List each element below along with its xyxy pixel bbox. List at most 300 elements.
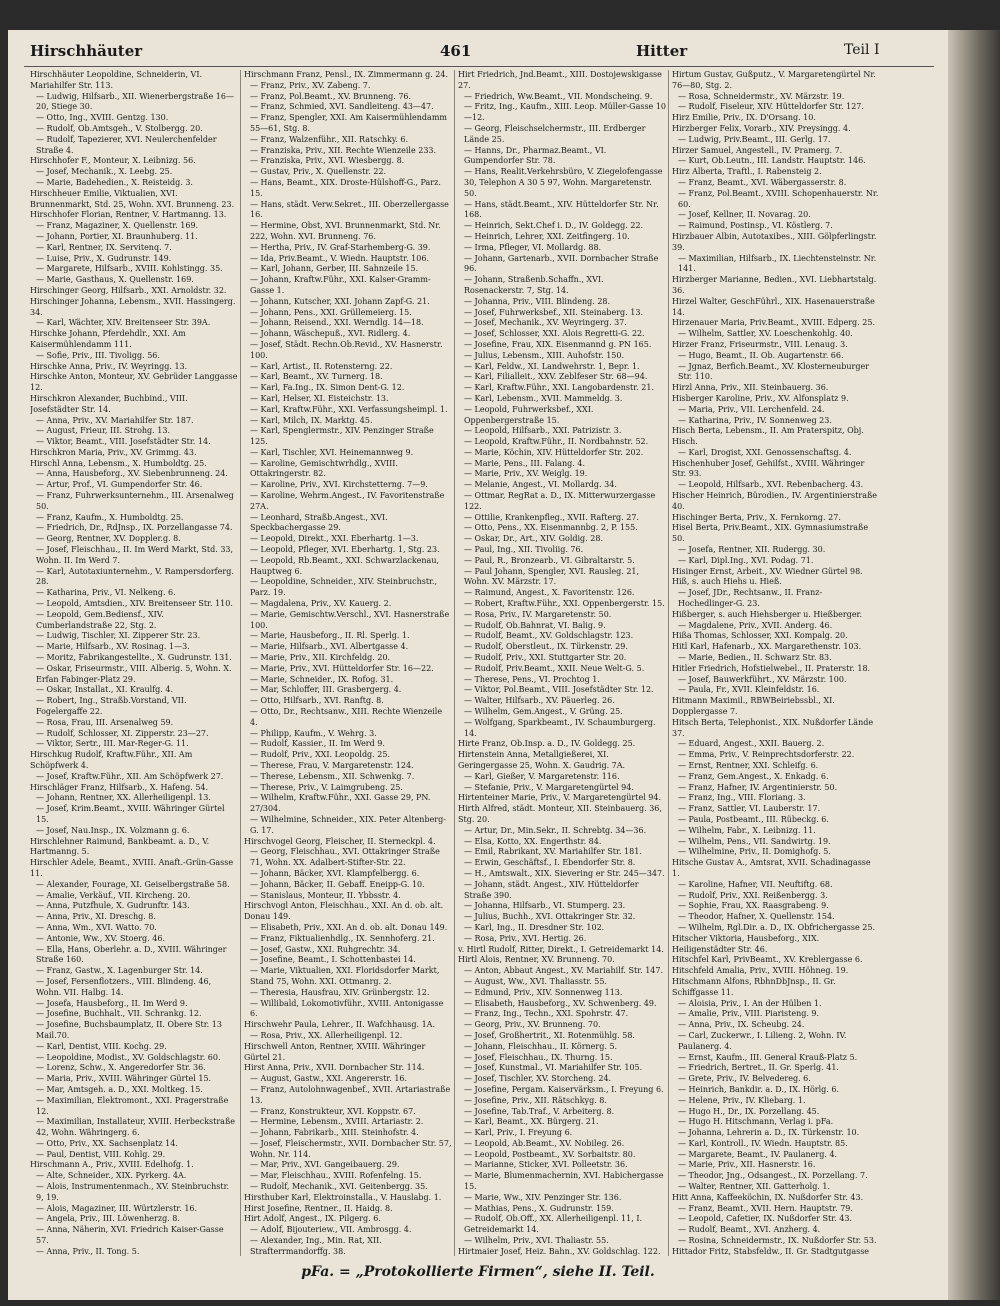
directory-entry: — Edmund, Priv., XIV. Sonnenweg 113. bbox=[464, 987, 623, 997]
directory-entry: Hirtenteiner Marie, Priv., V. Margaretengürtel 94. bbox=[458, 793, 662, 803]
directory-entry: — Johann, Bäcker, II. Gebaff. Eneipp-G. 10. bbox=[250, 879, 425, 889]
directory-entry: Hirzl Anna, Priv., XII. Steinbauerg. 36. bbox=[672, 383, 829, 393]
directory-entry: — Paul, R., Bronzearb., VI. Gibraltarstr. 5. bbox=[464, 555, 635, 565]
directory-entry: — Otto, Ing., XVIII. Gentzg. 130. bbox=[36, 113, 169, 123]
directory-entry: Hirschinger Johanna, Lebensm., XVII. Hassingerg. 34. bbox=[30, 296, 236, 317]
directory-entry: — Therese, Frau, V. Margaretenstr. 124. bbox=[250, 761, 414, 770]
directory-entry: — Artur, Prof., VI. Gumpendorfer Str. 46. bbox=[36, 480, 203, 490]
directory-entry: — Mar, Schloffer, III. Grasbergerg. 4. bbox=[250, 685, 402, 695]
directory-entry: — Marie, Bedien., II. Schwarz Str. 83. bbox=[678, 653, 832, 663]
directory-entry: — Maria, Priv., XVIII. Währinger Gürtel 15. bbox=[36, 1074, 212, 1084]
directory-entry: — Rosa, Priv., XX. Allerheiligenpl. 12. bbox=[250, 1030, 403, 1040]
directory-entry: Hirtmaier Josef, Heiz. Bahn., XV. Goldschlag. 122. bbox=[458, 1246, 661, 1256]
directory-entry: — Franz, Autolohnwagenbef., XVII. Artariastraße 13. bbox=[250, 1084, 451, 1105]
directory-entry: — Johann, Straßenb.Schaffn., XVI. Rosenackerstr. 7, Stg. 14. bbox=[464, 275, 604, 295]
directory-entry: — Josef, Fleischhau., IX. Thurng. 15. bbox=[464, 1052, 613, 1062]
directory-entry: — Marie, Pens., III. Falang. 4. bbox=[464, 458, 586, 468]
directory-entry: — Rudolf, Beamt., XV. Goldschlagstr. 123. bbox=[464, 631, 634, 641]
directory-entry: Hirtenstein Anna, Metallgießerei, XI. Geringergasse 25, Wohn. X. Gaudrig. 7A. bbox=[458, 750, 626, 770]
column-divider bbox=[240, 70, 241, 1256]
directory-entry: — Raimund, Postinsp., VI. Köstlerg. 7. bbox=[678, 221, 833, 231]
directory-entry: — Johann, Reisend., XXI. Werndlg. 14—18. bbox=[250, 318, 424, 328]
directory-entry: — Erwin, Geschäftsf., I. Ebendorfer Str. 8. bbox=[464, 858, 636, 868]
directory-entry: — Viktor, Sertr., III. Mar-Reger-G. 11. bbox=[36, 739, 189, 749]
directory-entry: — Wilhelm, Kraftw.Führ., XXI. Gasse 29, PN. 27/304. bbox=[250, 793, 431, 814]
directory-entry: — Walter, Rentner, XII. Gatterholg. 1. bbox=[678, 1182, 831, 1192]
directory-entry: — Anna, Näherin, XVI. Friedrich Kaiser-Gasse 57. bbox=[36, 1225, 224, 1246]
directory-entry: — Philipp, Kaufm., V. Wehrg. 3. bbox=[250, 728, 377, 738]
directory-entry: — Anton, Abbaut Angest., XV. Mariahilf. Str. 147. bbox=[464, 966, 664, 976]
directory-entry: — Karl, Helser, XI. Eisteichstr. 13. bbox=[250, 393, 389, 403]
directory-entry: — Josefine, Pergam. Kaiservärksm., I. Freyung 6. bbox=[464, 1084, 664, 1094]
directory-entry: Hirschheuer Emilie, Viktualien, XVI. Brunnenmarkt, Std. 25, Wohn. XVI. Brunneng. 23. bbox=[30, 188, 235, 209]
directory-entry: — Theodor, Jng., Odsangest., IX. Porzellang. 7. bbox=[678, 1171, 868, 1181]
directory-entry: — Oskar, Installat., XI. Kraulfg. 4. bbox=[36, 685, 174, 695]
directory-entry: — Josef, Kunstmal., VI. Mariahilfer Str. 105. bbox=[464, 1063, 643, 1073]
directory-entry: — Otto, Hilfsarb., XVI. Ranftg. 8. bbox=[250, 696, 384, 706]
directory-entry: — Therese, Priv., V. Laimgrubeng. 25. bbox=[250, 782, 403, 792]
directory-entry: — Franz, Schmied, XVI. Sandleiteng. 43—47. bbox=[250, 102, 434, 112]
directory-entry: — Franziska, Priv., XII. Rechte Wienzeile 233. bbox=[250, 145, 437, 155]
directory-entry: — Marie, Hilfsarb., XV. Rosinag. 1—3. bbox=[36, 642, 190, 652]
directory-entry: — Marie, Viktualien, XXI. Floridsdorfer Markt, Stand 75, Wohn. XXI. Ottmanrg. 2. bbox=[250, 966, 440, 986]
directory-entry: Hirzer Samuel, Angestell., IV. Pramerg. 7. bbox=[672, 145, 843, 155]
directory-entry: — Rudolf, Priv., XXI. Stuttgarter Str. 20. bbox=[464, 653, 627, 663]
directory-entry: Hitscher Viktoria, Hausbeforg., XIX. Heiligenstädter Str. 46. bbox=[672, 933, 820, 954]
directory-entry: — Wilhelm, Rgl.Dir. a. D., IX. Obfrichergasse 25. bbox=[678, 922, 875, 932]
directory-entry: — Lorenz, Schw., X. Angeredorfer Str. 36. bbox=[36, 1063, 206, 1073]
directory-entry: — Rudolf, Priv., XXI. Leopoldg. 25. bbox=[250, 750, 390, 760]
directory-entry: Hitmann Maximil., RBWBeiriebssbl., XI. Dopplergasse 7. bbox=[672, 696, 835, 717]
directory-entry: — Rudolf, Kassier., II. Im Werd 9. bbox=[250, 739, 385, 749]
directory-entry: — Anna, Hausbeforg., XV. Siebenbrunneng. 24. bbox=[36, 469, 228, 479]
directory-entry: — Franz, Magaziner, X. Quellenstr. 169. bbox=[36, 221, 199, 231]
directory-column-4 bbox=[672, 70, 880, 1256]
directory-entry: — Franz, Gastw., X. Lagenburger Str. 14. bbox=[36, 966, 203, 976]
directory-entry: — Josef, Krim.Beamt., XVIII. Währinger Gürtel 15. bbox=[36, 804, 225, 824]
directory-entry: — Rudolf, Beamt., XVI. Anzherg. 4. bbox=[678, 1225, 821, 1235]
directory-entry: Hitt Anna, Kaffeeköchin, IX. Nußdorfer Str. 43. bbox=[672, 1192, 864, 1202]
directory-entry: — Anna, Priv., XI. Dreschg. 8. bbox=[36, 912, 156, 922]
directory-entry: Hirschhofer F., Monteur, X. Leibnizg. 56. bbox=[30, 156, 196, 166]
directory-entry: — Rudolf, Mechanik., XVI. Geitenbergg. 35. bbox=[250, 1182, 428, 1192]
directory-entry: — Antonie, Ww., XV. Stoerg. 46. bbox=[36, 933, 165, 943]
directory-entry: — August, Frieur, III. Strohg. 13. bbox=[36, 426, 170, 436]
directory-entry: — Marie, Priv., XV. Weiglg. 19. bbox=[464, 469, 588, 479]
directory-entry: — Eduard, Angest., XXII. Bauerg. 2. bbox=[678, 739, 825, 749]
directory-entry: Hiß, s. auch Hiehs u. Hieß. bbox=[672, 577, 782, 587]
directory-entry: — Josefa, Rentner, XII. Rudergg. 30. bbox=[678, 545, 826, 555]
directory-entry: — Jgnaz, Berfich.Beamt., XV. Klosterneuburger Str. 110. bbox=[678, 361, 870, 382]
directory-entry: — Josef, Mechanik., XV. Weyringerg. 37. bbox=[464, 318, 627, 328]
directory-entry: — Rudolf, Schlosser, XI. Zipperstr. 23—27. bbox=[36, 728, 209, 738]
directory-entry: — Leopoldine, Modist., XV. Goldschlagstr. 60. bbox=[36, 1052, 221, 1062]
directory-entry: — Johanna, Lehrerin a. D., IX. Türkenstr. 10. bbox=[678, 1128, 860, 1138]
directory-entry: — Franz, Walzenführ., XII. Ratschky. 6. bbox=[250, 134, 408, 144]
directory-entry: — Johanna, Hilfsarb., VI. Stumperg. 23. bbox=[464, 901, 626, 911]
directory-entry: — Julius, Lebensm., XIII. Auhofstr. 150. bbox=[464, 350, 625, 360]
directory-entry: — Marie, Priv., XII. Hasnerstr. 16. bbox=[678, 1160, 816, 1170]
directory-entry: Hirschke Johann, Pferdehdlr., XXI. Am Kaisermühlendamm 111. bbox=[30, 329, 186, 349]
directory-entry: — Marie, Schneider., IX. Rofog. 31. bbox=[250, 674, 394, 684]
directory-entry: — Marianne, Sticker, XVI. Polleetstr. 36. bbox=[464, 1160, 628, 1170]
directory-entry: — Rudolf, Oberstleut., IX. Türkenstr. 29. bbox=[464, 642, 628, 652]
directory-entry: — Karl, Milch, IX. Marktg. 45. bbox=[250, 415, 373, 425]
directory-entry: — Viktor, Beamt., VIII. Josefstädter Str. 14. bbox=[36, 437, 211, 447]
directory-entry: — Johann, Wäschepuß., XVI. Ridlerg. 4. bbox=[250, 329, 411, 339]
directory-entry: — Alois, Magaziner, III. Würtzlerstr. 16. bbox=[36, 1203, 198, 1213]
directory-entry: — Leopold, Fuhrwerksbef., XXI. Oppenbergerstraße 15. bbox=[464, 404, 594, 425]
directory-entry: — August, Ww., XVI. Thaliasstr. 55. bbox=[464, 976, 607, 986]
directory-entry: Hitschfel Karl, PrivBeamt., XV. Kreblergasse 6. bbox=[672, 955, 863, 965]
directory-column-3 bbox=[458, 70, 666, 1256]
directory-entry: — Heinrich, Lehrer, XXI. Zeitfingerg. 10. bbox=[464, 231, 630, 241]
directory-entry: — Karoline, Wehrm.Angest., IV. Favoritenstraße 27A. bbox=[250, 491, 445, 511]
directory-entry: — Georg, Fleischhau., XVI. Ottakringer Straße 71, Wohn. XX. Adalbert-Stifter-Str. 22. bbox=[250, 847, 440, 868]
directory-entry: — Julius, Buchh., XVI. Ottakringer Str. 32. bbox=[464, 912, 636, 922]
directory-entry: — Hugo H. Hitschmann, Verlag i. pFa. bbox=[678, 1117, 834, 1127]
directory-entry: — Karl, Dentist, VIII. Kochg. 29. bbox=[36, 1041, 167, 1051]
directory-entry: — Friedrich, Ww.Beamt., VII. Mondscheing. 9. bbox=[464, 91, 653, 101]
directory-entry: — Josef, JDr., Rechtsanw., II. Franz-Hochedlinger-G. 23. bbox=[678, 588, 823, 609]
directory-entry: — Moritz, Fabrikangestellte., X. Gudrunstr. 131. bbox=[36, 653, 232, 663]
directory-entry: Hirschkron Maria, Priv., XV. Grimmg. 43. bbox=[30, 447, 197, 457]
directory-entry: — Rudolf, Ob.Bahnrat, VI. Balig. 9. bbox=[464, 620, 606, 630]
directory-entry: Hirz Alberta, Traftl., I. Rabensteig 2. bbox=[672, 167, 822, 177]
directory-entry: — Josef, Mechanik., X. Leebg. 25. bbox=[36, 167, 173, 177]
directory-entry: Hisel Berta, Priv.Beamt., XIX. Gymnasiumstraße 50. bbox=[672, 523, 869, 544]
directory-entry: — Artur, Dr., Min.Sekr., II. Schrebtg. 34—36. bbox=[464, 825, 647, 835]
directory-entry: Hirzberger Marianne, Bedien., XVI. Liebhartstalg. 36. bbox=[672, 275, 877, 295]
directory-entry: — Hugo H., Dr., IX. Porzellang. 45. bbox=[678, 1106, 820, 1116]
column-divider bbox=[668, 70, 669, 1256]
directory-entry: Hirschvogel Georg, Fleischer, II. Sterneckpl. 4. bbox=[244, 836, 436, 846]
directory-entry: — Franziska, Priv., XVI. Wiesbergg. 8. bbox=[250, 156, 405, 166]
directory-entry: — Franz, Fuhrwerksunternehm., III. Arsenalweg 50. bbox=[36, 491, 234, 511]
directory-entry: — Karl, Tischler, XVI. Heinemannweg 9. bbox=[250, 447, 414, 457]
directory-entry: Hirschler Adele, Beamt., XVIII. Anaft.-Grün-Gasse 11. bbox=[30, 858, 234, 878]
directory-entry: — Marie, Gasthaus, X. Quellenstr. 169. bbox=[36, 275, 194, 285]
directory-entry: — Rudolf, Fiseleur, XIV. Hütteldorfer Str. 127. bbox=[678, 102, 864, 112]
column-divider bbox=[454, 70, 455, 1256]
directory-entry: — Ludwig, Hilfsarb., XII. Wienerbergstraße 16—20, Stiege 30. bbox=[36, 91, 234, 112]
directory-entry: — Alois, Instrumentenmach., XV. Steinbruchstr. 9, 19. bbox=[36, 1182, 230, 1202]
directory-entry: Hirschvogl Anton, Fleischhau., XXI. An d. ob. alt. Donau 149. bbox=[244, 901, 444, 922]
directory-entry: — Josefine, Priv., XII. Rätschkyg. 8. bbox=[464, 1095, 607, 1105]
directory-entry: Hirschinger Georg, Hilfsarb., XXI. Arnoldstr. 32. bbox=[30, 285, 227, 295]
directory-entry: — Aloisia, Priv., I. An der Hülben 1. bbox=[678, 998, 822, 1008]
directory-entry: — Paul, Ing., XII. Tivoliig. 76. bbox=[464, 545, 584, 555]
directory-entry: — Franz, Pol.Beamt., XV. Brunneng. 76. bbox=[250, 91, 412, 101]
directory-entry: — Fritz, Ing., Kaufm., XIII. Leop. Müller-Gasse 10—12. bbox=[464, 102, 666, 123]
directory-entry: — Friedrich, Dr., RdJnsp., IX. Porzellangasse 74. bbox=[36, 523, 233, 533]
directory-entry: — Leopold, Rb.Beamt., XXI. Schwarzlackenau, Hauptweg 6. bbox=[250, 555, 440, 576]
directory-entry: — Marie, Blumenmachernin, XVI. Habichergasse 15. bbox=[464, 1171, 664, 1192]
directory-entry: — Emil, Rabrikant, XV. Mariahilfer Str. 181. bbox=[464, 847, 642, 857]
directory-entry: — Franz, Beamt., XVI. Wäbergasserstr. 8. bbox=[678, 177, 847, 187]
directory-entry: — Friedrich, Bertret., II. Gr. Sperlg. 41. bbox=[678, 1063, 839, 1073]
directory-entry: — Karl, Fa.Ing., IX. Simon Dent-G. 12. bbox=[250, 383, 405, 393]
directory-entry: — Alexander, Ing., Min. Rat, XII. Strafterrmandorffg. 38. bbox=[250, 1236, 382, 1256]
directory-entry: — Leopold, Pfleger, XVI. Eberhartg. 1, Stg. 23. bbox=[250, 545, 440, 555]
directory-entry: Hirth Alfred, städt. Monteur, XII. Steinbauerg. 36, Stg. 20. bbox=[458, 804, 662, 824]
page-number: 461 bbox=[440, 42, 472, 60]
directory-entry: Hisinger Ernst, Arbeit., XV. Wiedner Gürtel 98. bbox=[672, 566, 863, 576]
directory-entry: — Maximilian, Hilfsarb., IX. Liechtensteinstr. Nr. 141. bbox=[678, 253, 877, 274]
directory-entry: — Therese, Pens., VI. Prochtog 1. bbox=[464, 674, 600, 684]
directory-entry: — Wilhelmine, Schneider., XIX. Peter Altenberg-G. 17. bbox=[250, 814, 446, 835]
directory-entry: — Georg, Priv., XV. Brunneng. 70. bbox=[464, 1020, 601, 1030]
directory-entry: — Mar, Amtsgeh. a. D., XXI. Moltkeg. 15. bbox=[36, 1084, 203, 1094]
directory-entry: — Franz, Hafner, IV. Argentinierstr. 50. bbox=[678, 782, 838, 792]
directory-entry: — Johann, Gartenarb., XVII. Dornbacher Straße 96. bbox=[464, 253, 659, 274]
directory-entry: — Rudolf, Ob.Off., XX. Allerheiligenpl. 11, I. Getreidemarkt 14. bbox=[464, 1214, 643, 1235]
directory-entry: — Josef, Tischler, XV. Storcheng. 24. bbox=[464, 1074, 612, 1084]
directory-entry: — Josef, Gastw., XXI. Ruhgrechtr. 34. bbox=[250, 944, 401, 954]
directory-entry: — Wolfgang, Sparkbeamt., IV. Schaumburgerg. 14. bbox=[464, 717, 656, 738]
directory-entry: — Heinrich, Sekt.Chef i. D., IV. Goldegg. 22. bbox=[464, 221, 644, 231]
directory-entry: — Katharina, Priv., IV. Sonnenweg 23. bbox=[678, 415, 832, 425]
directory-entry: — Marie, Hilfsarb., XVI. Albertgasse 4. bbox=[250, 642, 409, 652]
directory-entry: — Karl, Rentner, IX. Servitenq. 7. bbox=[36, 242, 172, 252]
directory-entry: Hirschkug Rudolf, Kraftw.Führ., XII. Am Schöpfwerk 4. bbox=[30, 750, 193, 770]
directory-entry: Hirschhofer Florian, Rentner, V. Hartmanng. 13. bbox=[30, 210, 227, 220]
directory-entry: — Hugo, Beamt., II. Ob. Augartenstr. 66. bbox=[678, 350, 844, 360]
directory-entry: — Karl, Ing., II. Dresdner Str. 102. bbox=[464, 922, 605, 932]
footer-note: pFa. = „Protokollierte Firmen“, siehe II. Teil. bbox=[301, 1264, 655, 1280]
part-label: Teil I bbox=[844, 42, 880, 58]
directory-entry: Hirt Friedrich, Jnd.Beamt., XIII. Dostojewskigasse 27. bbox=[458, 70, 662, 90]
directory-entry: — Oskar, Dr., Art., XIV. Goldig. 28. bbox=[464, 534, 603, 544]
directory-entry: — Leopold, Hilfsarb., XVI. Rebenbacherg. 43. bbox=[678, 480, 864, 490]
directory-entry: — Marie, Köchin, XIV. Hütteldorfer Str. 202. bbox=[464, 447, 644, 457]
directory-entry: — Franz, Pol.Beamt., XVIII. Schopenhauerstr. Nr. 60. bbox=[678, 188, 879, 209]
directory-entry: — Franz, Spengler, XXI. Am Kaisermühlendamm 55—61, Stg. 8. bbox=[250, 113, 447, 133]
directory-entry: — Margarete, Hilfsarb., XVIII. Kohlstingg. 35. bbox=[36, 264, 223, 274]
directory-entry: — Elisabeth, Priv., XXI. An d. ob. alt. Donau 149. bbox=[250, 922, 448, 932]
directory-entry: — Leopold, Direkt., XXI. Eberhartg. 1—3. bbox=[250, 534, 419, 544]
directory-entry: — Karl, Kraftw.Führ., XXI. Langobardenstr. 21. bbox=[464, 383, 654, 393]
directory-entry: Hirschkron Alexander, Buchbind., VIII. Josefstädter Str. 14. bbox=[30, 393, 188, 414]
directory-entry: — Rudolf, Tapezierer, XVI. Neulerchenfelder Straße 4. bbox=[36, 134, 217, 155]
directory-entry: Hirschwehr Paula, Lehrer., II. Wafchhausg. 1A. bbox=[244, 1020, 435, 1030]
directory-entry: — Stanislaus, Monteur, II. Ybbsstr. 4. bbox=[250, 890, 401, 900]
directory-entry: — Karl, Autotaxiunternehm., V. Rampersdorferg. 28. bbox=[36, 566, 234, 587]
directory-entry: — Wilhelm, Sattler, XV. Loeschenkohlg. 40. bbox=[678, 329, 853, 339]
directory-entry: — Rudolf, Ob.Amtsgeh., V. Stolbergg. 20. bbox=[36, 123, 203, 133]
directory-entry: — Johann, Portier, XI. Braunhuberg. 11. bbox=[36, 231, 198, 241]
directory-entry: — Johann, Kraftw.Führ., XXI. Kalser-Gramm-Gasse 1. bbox=[250, 275, 431, 295]
directory-entry: — Rudolf, Priv., XXI. Reißenbergg. 3. bbox=[678, 890, 828, 900]
directory-entry: — Franz, Priv., XV. Zabeng. 7. bbox=[250, 80, 371, 90]
directory-entry: — Johann, Rentner, XX. Allerheiligenpl. 13. bbox=[36, 793, 211, 803]
directory-entry: — Franz, Sattler, VI. Lauberstr. 17. bbox=[678, 804, 821, 814]
directory-entry: Hirschhäuter Leopoldine, Schneiderin, VI. Mariahilfer Str. 113. bbox=[30, 70, 203, 90]
directory-entry: — Rosa, Frau, III. Arsenalweg 59. bbox=[36, 717, 174, 727]
directory-entry: — H., Amtswalt., XIX. Sievering er Str. 245—347. bbox=[464, 868, 665, 878]
directory-entry: — Paula, Postbeamt., III. Rübeckg. 6. bbox=[678, 814, 829, 824]
directory-entry: — Ella, Hans, Oberlehr. a. D., XVIII. Währinger Straße 160. bbox=[36, 944, 227, 965]
directory-entry: Hirschläger Franz, Hilfsarb., X. Hafeng. 54. bbox=[30, 782, 209, 792]
directory-entry: Hirschl Anna, Lebensm., X. Humboldtg. 25. bbox=[30, 458, 207, 468]
directory-entry: — Leopold, Hilfsarb., XXI. Patrizistr. 3. bbox=[464, 426, 622, 436]
directory-entry: — Marie, Ww., XIV. Penzinger Str. 136. bbox=[464, 1192, 622, 1202]
directory-entry: Hirst Anna, Priv., XVII. Dornbacher Str. 114. bbox=[244, 1063, 425, 1073]
directory-entry: — Marie, Gemischtw.Verschl., XVI. Hasnerstraße 100. bbox=[250, 609, 450, 630]
directory-entry: — Ottilie, Krankenpfleg., XVII. Rafterg. 27. bbox=[464, 512, 639, 522]
directory-entry: — Kurt, Ob.Leutn., III. Landstr. Hauptstr. 146. bbox=[678, 156, 866, 166]
directory-entry: — Johann, Kutscher, XXI. Johann Zapf-G. 21. bbox=[250, 296, 430, 306]
directory-entry: — Johann, Fleischhau., II. Körnerg. 5. bbox=[464, 1041, 618, 1051]
directory-entry: — Karl, Filialleit., XXV. Zeblfeser Str. 68—94. bbox=[464, 372, 648, 382]
directory-entry: — Franz, Konstrukteur, XVI. Koppstr. 67. bbox=[250, 1106, 416, 1116]
directory-entry: — Grete, Priv., IV. Belvedereg. 6. bbox=[678, 1074, 811, 1084]
directory-entry: — Josef, Fuhrwerksbef., XII. Steinaberg. 13. bbox=[464, 307, 643, 317]
directory-entry: — Rosa, Schneidermstr., XV. Märzstr. 19. bbox=[678, 91, 845, 101]
directory-entry: — Leopold, Postbeamt., XV. Sorbaitstr. 80. bbox=[464, 1149, 636, 1159]
header-rule bbox=[24, 66, 934, 67]
directory-entry: — Margarete, Beamt., IV. Paulanerg. 4. bbox=[678, 1149, 838, 1159]
directory-entry: — Ludwig, Priv.Beamt., III. Gerlg. 17. bbox=[678, 134, 831, 144]
directory-entry: — Amalie, Verkäuf., VII. Kircheng. 20. bbox=[36, 890, 191, 900]
page-header bbox=[8, 30, 948, 66]
directory-entry: — Wilhelm, Priv., XVI. Thaliastr. 55. bbox=[464, 1236, 609, 1246]
directory-entry: — Willibald, Lokomotivführ., XVIII. Antonigasse 6. bbox=[250, 998, 444, 1019]
directory-entry: Hischer Heinrich, Bürodien., IV. Argentinierstraße 40. bbox=[672, 491, 878, 511]
directory-entry: — Alexander, Fourage, XI. Geiselbergstraße 58. bbox=[36, 879, 230, 889]
directory-entry: — Karl, Kraftw.Führ., XXI. Verfassungsheimpl. 1. bbox=[250, 404, 448, 414]
directory-entry: Hirschmann Franz, Pensl., IX. Zimmermann g. 24. bbox=[244, 70, 449, 79]
directory-entry: — Stefanie, Priv., V. Margaretengürtel 94. bbox=[464, 782, 634, 792]
directory-entry: — Marie, Priv., XVI. Hütteldorfer Str. 16—22. bbox=[250, 663, 434, 673]
directory-entry: — Otto, Dr., Rechtsanw., XIII. Rechte Wienzeile 4. bbox=[250, 707, 443, 727]
directory-entry: — Johann, Bäcker, XVI. Klampfelbergg. 6. bbox=[250, 868, 420, 878]
directory-entry: — Hans, Realit.Verkehrsbüro, V. Ziegelofengasse 30, Telephon A 30 5 97, Wohn. Margaretenstr. 50. bbox=[464, 167, 663, 198]
directory-entry: — Josef, Bauwerkführt., XV. Märzstr. 100. bbox=[678, 674, 847, 684]
directory-entry: Hitler Friedrich, Hofstielwebel., II. Praterstr. 18. bbox=[672, 663, 871, 673]
directory-entry: — Karl, Beamt., XV. Turnerg. 18. bbox=[250, 372, 383, 382]
directory-entry: — Hermine, Obst, XVI. Brunnenmarkt, Std. Nr. 222, Wohn. XVI. Brunneng. 76. bbox=[250, 221, 441, 241]
directory-entry: — Rosina, Schneidermstr., IX. Nußdorfer Str. 53. bbox=[678, 1236, 877, 1246]
directory-entry: Hisch Berta, Lebensm., II. Am Praterspitz, Obj. Hisch. bbox=[672, 426, 864, 447]
directory-entry: — Franz, Ing., Techn., XXI. Spohrstr. 47. bbox=[464, 1009, 629, 1019]
directory-entry: — Elsa, Kotto, XX. Engerthstr. 84. bbox=[464, 836, 602, 846]
directory-entry: v. Hirtl Rudolf, Ritter, Direkt., I. Getreidemarkt 14. bbox=[458, 944, 664, 954]
directory-entry: — Oskar, Friseurmstr., VIII. Alberig. 5, Wohn. X. Erfan Fabinger-Platz 29. bbox=[36, 663, 232, 684]
directory-entry: — Karl, Artist., II. Rotensterng. 22. bbox=[250, 361, 393, 371]
directory-entry: — Leopold, Amtsdien., XIV. Breitenseer Str. 110. bbox=[36, 599, 233, 609]
directory-entry: — Karl, Kontroll., IV. Wiedn. Hauptstr. 85. bbox=[678, 1138, 848, 1148]
directory-entry: Hirzer Franz, Friseurmstr., VIII. Lenaug. 3. bbox=[672, 339, 848, 349]
directory-entry: — Karl, Drogist, XXI. Genossenschaftsg. 4. bbox=[678, 447, 852, 457]
directory-entry: — Paul Johann, Spengler, XVI. Rausleg. 21, Wohn. XV. Märzstr. 17. bbox=[464, 566, 640, 587]
directory-entry: — Josef, Kellner, II. Novarag. 20. bbox=[678, 210, 811, 220]
directory-entry: — Wilhelm, Gem.Angest., V. Grüng. 25. bbox=[464, 707, 623, 717]
directory-entry: — Heinrich, Bankdir. a. D., IX. Hörlg. 6. bbox=[678, 1084, 839, 1094]
directory-entry: — Josef, Großhertrit., XI. Rotenmühlg. 58. bbox=[464, 1030, 635, 1040]
directory-entry: Hitschmann Alfons, RbhnDbJnsp., II. Gr. Schiffgasse 11. bbox=[672, 976, 836, 997]
directory-entry: Hirst Josefine, Rentner., II. Haidg. 8. bbox=[244, 1203, 393, 1213]
directory-entry: — Hanns, Dr., Pharmaz.Beamt., VI. Gumpendorfer Str. 78. bbox=[464, 145, 607, 166]
directory-entry: — Karl, Priv., I. Freyung 6. bbox=[464, 1128, 573, 1138]
directory-entry: — Anna, Priv., XV. Mariahilfer Str. 187. bbox=[36, 415, 194, 425]
directory-entry: — Irma, Pfleger, VI. Mollardg. 88. bbox=[464, 242, 602, 252]
directory-entry: — Johann, Pens., XXI. Grüllemeierg. 15. bbox=[250, 307, 412, 317]
directory-entry: Hirtum Gustav, Gußputz., V. Margaretengürtel Nr. 76—80, Stg. 2. bbox=[672, 70, 876, 90]
directory-entry: — Leopold, Gem.Bediensf., XIV. Cumberlandstraße 22, Stg. 2. bbox=[36, 609, 164, 630]
directory-entry: — Katharina, Priv., VI. Nelkeng. 6. bbox=[36, 588, 176, 598]
directory-entry: — Hermine, Lebensm., XVIII. Artariastr. 2. bbox=[250, 1117, 424, 1127]
directory-entry: — Josefine, Buchhalt., VII. Schrankg. 12. bbox=[36, 1009, 202, 1019]
directory-entry: Hirschwell Anton, Rentner, XVIII. Währinger Gürtel 21. bbox=[244, 1041, 426, 1062]
directory-entry: — Josefine, Buchsbaumplatz, II. Obere Str. 13 Mail.70. bbox=[36, 1020, 222, 1040]
directory-entry: — Marie, Badehedien., X. Reisteidg. 3. bbox=[36, 177, 193, 187]
directory-entry: — Josef, Fleischermstr., XVII. Dornbacher Str. 57, Wohn. Nr. 114. bbox=[250, 1138, 452, 1159]
directory-entry: — Karl, Johann, Gerber, III. Sahnzeile 15. bbox=[250, 264, 419, 274]
directory-entry: Hitl Karl, Hafenarb., XX. Margarethenstr. 103. bbox=[672, 642, 862, 652]
directory-entry: Hirzbauer Albin, Autotaxibes., XIII. Gölpferlingstr. 39. bbox=[672, 231, 877, 252]
directory-entry: Hirschmann A., Priv., XVIII. Edelhofg. 1. bbox=[30, 1160, 194, 1170]
directory-entry: Hitschfeld Amalia, Priv., XVIII. Höhneg. 19. bbox=[672, 966, 849, 976]
directory-entry: — Leopold, Ab.Beamt., XV. Nobileg. 26. bbox=[464, 1138, 625, 1148]
directory-entry: — Karl, Lebensm., XVII. Mammeldg. 3. bbox=[464, 393, 623, 403]
directory-entry: — Alte, Schneider., XIX. Pyrkerg. 4A. bbox=[36, 1171, 187, 1181]
book-binding-edge bbox=[948, 30, 1000, 1300]
directory-entry: — Rosa, Priv., XVI. Hertig. 26. bbox=[464, 933, 587, 943]
directory-entry: Hirzel Walter, GeschFührl., XIX. Hasenauerstraße 14. bbox=[672, 296, 875, 317]
directory-entry: — Emma, Priv., V. Reinprechtsdorferstr. 22. bbox=[678, 750, 855, 760]
directory-entry: — Otto, Pens., XX. Eisenmannbg. 2, P. 155. bbox=[464, 523, 638, 533]
directory-entry: Hirsthuber Karl, Elektroinstalla., V. Hauslabg. 1. bbox=[244, 1192, 442, 1202]
directory-entry: — Josefa, Hausbeforg., II. Im Werd 9. bbox=[36, 998, 188, 1008]
directory-entry: — Marie, Priv., XII. Kirchfeldg. 20. bbox=[250, 653, 391, 663]
directory-entry: — Maximilian, Elektromont., XXI. Pragerstraße 12. bbox=[36, 1095, 229, 1116]
directory-entry: — Hans, städt. Verw.Sekret., III. Oberzellergasse 16. bbox=[250, 199, 449, 220]
directory-entry: — Wilhelm, Fabr., X. Leibnizg. 11. bbox=[678, 825, 816, 835]
directory-entry: — Therese, Lebensm., XII. Schwenkg. 7. bbox=[250, 771, 415, 781]
directory-entry: — Karoline, Priv., XVI. Kirchstetterng. 7—9. bbox=[250, 480, 428, 490]
directory-entry: Hitsch Berta, Telephonist., XIX. Nußdorfer Lände 37. bbox=[672, 717, 874, 738]
directory-entry: — Josef, Fleischhau., II. Im Werd Markt, Std. 33, Wohn. II. Im Werd 7. bbox=[36, 545, 234, 565]
directory-entry: — Viktor, Pol.Beamt., VIII. Josefstädter Str. 12. bbox=[464, 685, 654, 695]
directory-entry: — Theresia, Hausfrau, XIV. Grünbergstr. 12. bbox=[250, 987, 430, 997]
directory-entry: — Rosa, Priv., IV. Margaretenstr. 50. bbox=[464, 609, 612, 619]
directory-entry: — Georg, Rentner, XV. Doppler.g. 8. bbox=[36, 534, 181, 544]
directory-entry: — Josefine, Beamt., I. Schottenbastei 14. bbox=[250, 955, 416, 965]
directory-entry: — Hans, städt.Beamt., XIV. Hütteldorfer Str. Nr. 168. bbox=[464, 199, 659, 220]
directory-entry: — Hertha, Priv., IV. Graf-Starhemberg-G. 39. bbox=[250, 242, 431, 252]
directory-entry: — Franz, Gem.Angest., X. Enkadg. 6. bbox=[678, 771, 829, 781]
directory-entry: — Amalie, Priv., VIII. Piaristeng. 9. bbox=[678, 1009, 820, 1019]
directory-entry: Hirschke Anton, Monteur, XV. Gebrüder Langgasse 12. bbox=[30, 372, 238, 393]
directory-entry: Hittador Fritz, Stabsfeldw., II. Gr. Stadtgutgasse bbox=[672, 1246, 870, 1256]
directory-entry: — Magdalena, Priv., XV. Kauerg. 2. bbox=[250, 599, 392, 609]
directory-entry: — Wilhelm, Pens., VII. Sandwirtg. 19. bbox=[678, 836, 831, 846]
directory-entry: — Josef, Schlosser, XXI. Alois Regretti-G. 22. bbox=[464, 329, 645, 339]
directory-column-2 bbox=[244, 70, 452, 1256]
directory-entry: — Karoline, Hafner, VII. Neuftiftg. 68. bbox=[678, 879, 833, 889]
directory-entry: — Georg, Fleischselchermstr., III. Erdberger Lände 25. bbox=[464, 123, 646, 144]
directory-entry: — Raimund, Angest., X. Favoritenstr. 126. bbox=[464, 588, 635, 598]
directory-entry: — Franz, Ing., VIII. Floriang. 3. bbox=[678, 793, 806, 803]
directory-entry: — Leonhard, Straßb.Angest., XVI. Speckbachergasse 29. bbox=[250, 512, 388, 533]
directory-entry: — Leopoldine, Schneider., XIV. Steinbruchstr., Parz. 19. bbox=[250, 577, 438, 598]
directory-entry: — Ottmar, RegRat a. D., IX. Mitterwurzergasse 122. bbox=[464, 491, 656, 511]
directory-entry: — Karl, Gießer, V. Margaretenstr. 116. bbox=[464, 771, 620, 781]
directory-entry: — Melanie, Angest., VI. Mollardg. 34. bbox=[464, 480, 617, 490]
directory-entry: Hischenhuber Josef, Gehilfst., XVIII. Währinger Str. 93. bbox=[672, 458, 865, 479]
directory-entry: Hirzberger Felix, Vorarb., XIV. Preysingg. 4. bbox=[672, 123, 851, 133]
